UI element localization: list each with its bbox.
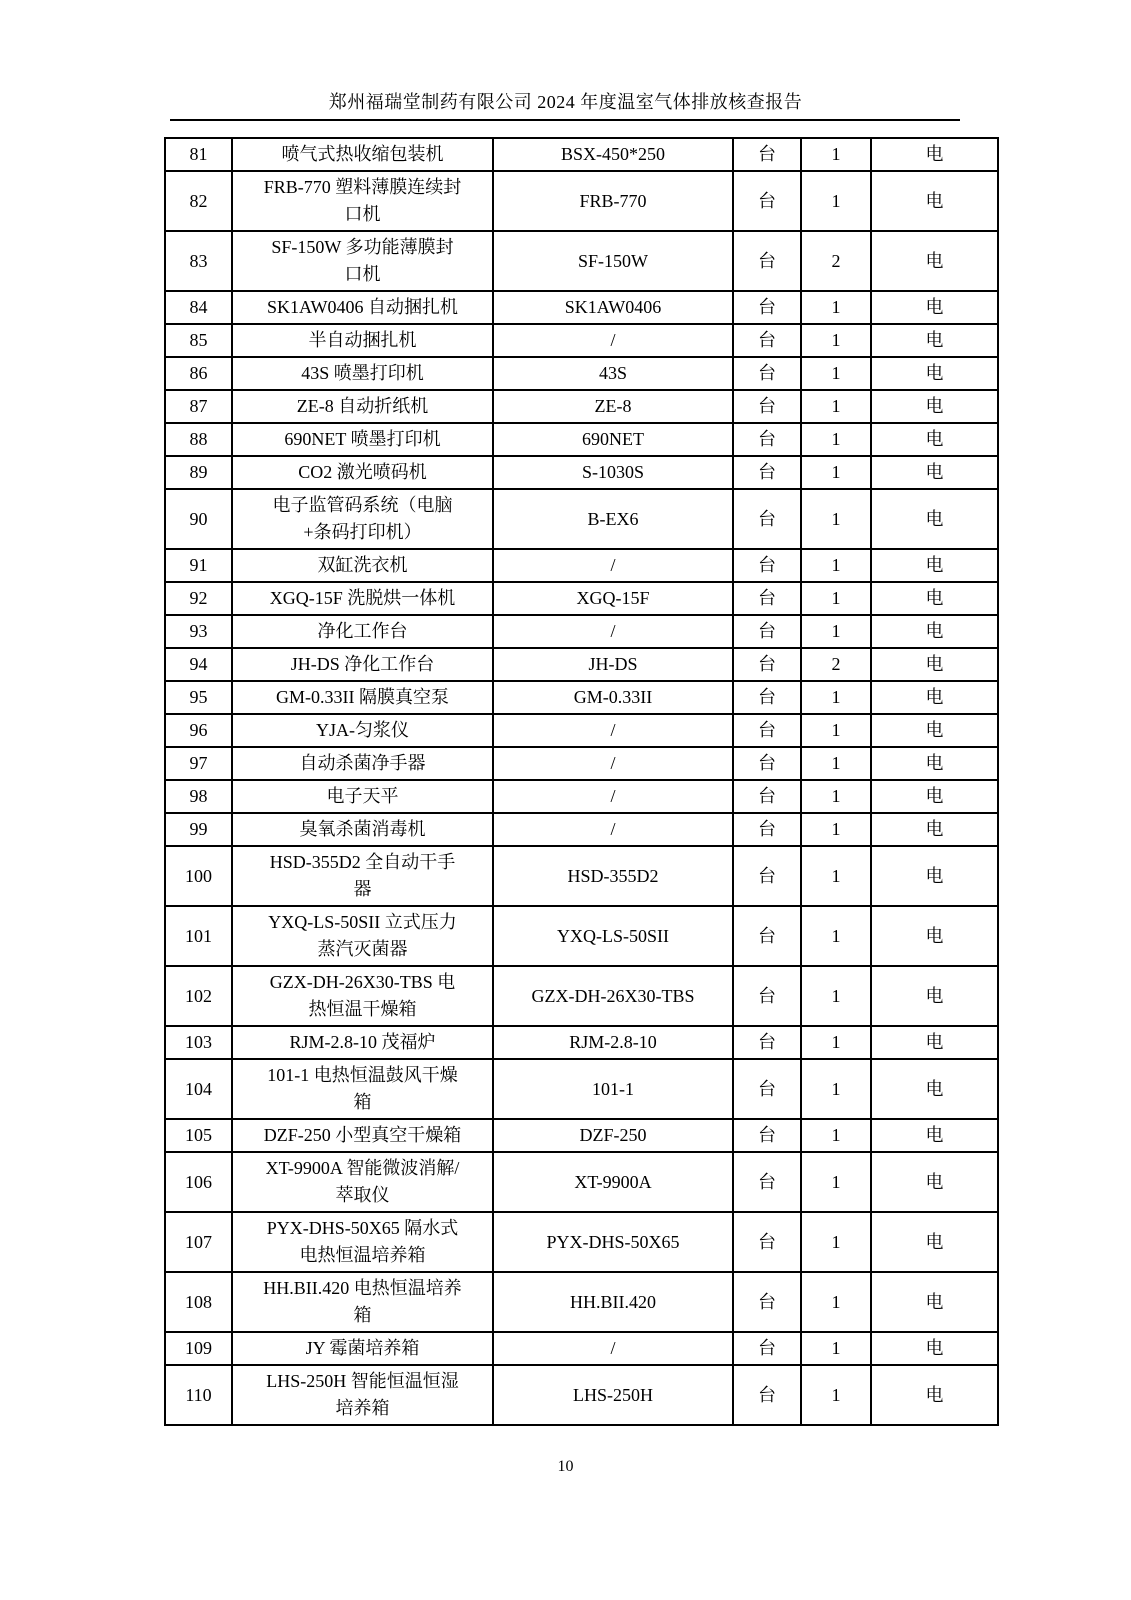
table-row: [165, 714, 998, 747]
cell-unit: 台: [733, 813, 801, 846]
cell-row-number: 96: [165, 714, 232, 747]
table-row: [165, 681, 998, 714]
cell-quantity: 1: [801, 357, 871, 390]
cell-device-name: 净化工作台: [232, 615, 493, 648]
cell-device-name: SK1AW0406 自动捆扎机: [232, 291, 493, 324]
equipment-table: [164, 137, 999, 1426]
cell-row-number: 84: [165, 291, 232, 324]
table-row: [165, 456, 998, 489]
table-row: [165, 846, 998, 906]
cell-unit: 台: [733, 291, 801, 324]
table-row: [165, 138, 998, 171]
table-row: [165, 747, 998, 780]
cell-device-name: 101-1 电热恒温鼓风干燥箱: [232, 1059, 493, 1119]
table-row: [165, 291, 998, 324]
cell-row-number: 90: [165, 489, 232, 549]
cell-energy-type: 电: [871, 231, 998, 291]
cell-model: DZF-250: [493, 1119, 733, 1152]
cell-unit: 台: [733, 549, 801, 582]
cell-unit: 台: [733, 456, 801, 489]
cell-model: /: [493, 1332, 733, 1365]
cell-unit: 台: [733, 171, 801, 231]
table-row: [165, 1059, 998, 1119]
cell-unit: 台: [733, 138, 801, 171]
cell-unit: 台: [733, 1365, 801, 1425]
cell-row-number: 81: [165, 138, 232, 171]
table-row: [165, 549, 998, 582]
cell-row-number: 107: [165, 1212, 232, 1272]
cell-row-number: 82: [165, 171, 232, 231]
cell-unit: 台: [733, 1212, 801, 1272]
cell-energy-type: 电: [871, 1272, 998, 1332]
cell-unit: 台: [733, 648, 801, 681]
table-row: [165, 1119, 998, 1152]
cell-unit: 台: [733, 1119, 801, 1152]
cell-unit: 台: [733, 615, 801, 648]
cell-device-name: 半自动捆扎机: [232, 324, 493, 357]
cell-quantity: 1: [801, 1152, 871, 1212]
cell-device-name: 双缸洗衣机: [232, 549, 493, 582]
cell-row-number: 85: [165, 324, 232, 357]
cell-row-number: 91: [165, 549, 232, 582]
cell-row-number: 87: [165, 390, 232, 423]
cell-energy-type: 电: [871, 681, 998, 714]
cell-quantity: 2: [801, 231, 871, 291]
cell-quantity: 1: [801, 681, 871, 714]
cell-quantity: 1: [801, 489, 871, 549]
cell-device-name: YJA-匀浆仪: [232, 714, 493, 747]
cell-energy-type: 电: [871, 582, 998, 615]
page-number: 10: [557, 1458, 574, 1475]
cell-energy-type: 电: [871, 489, 998, 549]
cell-quantity: 1: [801, 390, 871, 423]
cell-device-name: XGQ-15F 洗脱烘一体机: [232, 582, 493, 615]
cell-model: SK1AW0406: [493, 291, 733, 324]
cell-model: BSX-450*250: [493, 138, 733, 171]
cell-model: /: [493, 324, 733, 357]
cell-model: /: [493, 780, 733, 813]
cell-device-name: 电子监管码系统（电脑+条码打印机）: [232, 489, 493, 549]
cell-model: SF-150W: [493, 231, 733, 291]
cell-row-number: 95: [165, 681, 232, 714]
cell-row-number: 83: [165, 231, 232, 291]
cell-quantity: 1: [801, 747, 871, 780]
cell-energy-type: 电: [871, 615, 998, 648]
cell-row-number: 108: [165, 1272, 232, 1332]
table-row: [165, 1272, 998, 1332]
cell-energy-type: 电: [871, 324, 998, 357]
cell-device-name: 喷气式热收缩包装机: [232, 138, 493, 171]
cell-device-name: 自动杀菌净手器: [232, 747, 493, 780]
table-row: [165, 1212, 998, 1272]
table-row: [165, 966, 998, 1026]
cell-energy-type: 电: [871, 456, 998, 489]
cell-quantity: 1: [801, 1365, 871, 1425]
cell-energy-type: 电: [871, 906, 998, 966]
cell-quantity: 1: [801, 1026, 871, 1059]
cell-unit: 台: [733, 747, 801, 780]
cell-model: 101-1: [493, 1059, 733, 1119]
cell-unit: 台: [733, 846, 801, 906]
cell-quantity: 1: [801, 1059, 871, 1119]
cell-unit: 台: [733, 906, 801, 966]
cell-quantity: 1: [801, 138, 871, 171]
cell-row-number: 88: [165, 423, 232, 456]
cell-row-number: 110: [165, 1365, 232, 1425]
cell-quantity: 1: [801, 456, 871, 489]
table-row: [165, 357, 998, 390]
cell-energy-type: 电: [871, 423, 998, 456]
table-row: [165, 489, 998, 549]
cell-energy-type: 电: [871, 966, 998, 1026]
cell-model: PYX-DHS-50X65: [493, 1212, 733, 1272]
cell-model: /: [493, 549, 733, 582]
cell-energy-type: 电: [871, 813, 998, 846]
cell-energy-type: 电: [871, 648, 998, 681]
cell-device-name: JH-DS 净化工作台: [232, 648, 493, 681]
cell-unit: 台: [733, 714, 801, 747]
cell-unit: 台: [733, 324, 801, 357]
cell-row-number: 103: [165, 1026, 232, 1059]
table-row: [165, 231, 998, 291]
cell-energy-type: 电: [871, 357, 998, 390]
cell-quantity: 1: [801, 1119, 871, 1152]
cell-model: 43S: [493, 357, 733, 390]
cell-row-number: 109: [165, 1332, 232, 1365]
cell-model: YXQ-LS-50SII: [493, 906, 733, 966]
cell-model: LHS-250H: [493, 1365, 733, 1425]
cell-energy-type: 电: [871, 1026, 998, 1059]
cell-model: S-1030S: [493, 456, 733, 489]
cell-row-number: 102: [165, 966, 232, 1026]
cell-unit: 台: [733, 1059, 801, 1119]
cell-quantity: 1: [801, 171, 871, 231]
cell-row-number: 101: [165, 906, 232, 966]
header-rule: [170, 119, 960, 121]
cell-energy-type: 电: [871, 1152, 998, 1212]
cell-energy-type: 电: [871, 714, 998, 747]
cell-device-name: GZX-DH-26X30-TBS 电热恒温干燥箱: [232, 966, 493, 1026]
cell-quantity: 1: [801, 549, 871, 582]
cell-energy-type: 电: [871, 1212, 998, 1272]
table-row: [165, 813, 998, 846]
cell-model: /: [493, 813, 733, 846]
cell-model: FRB-770: [493, 171, 733, 231]
cell-row-number: 97: [165, 747, 232, 780]
cell-quantity: 1: [801, 615, 871, 648]
cell-device-name: GM-0.33II 隔膜真空泵: [232, 681, 493, 714]
cell-model: /: [493, 615, 733, 648]
cell-row-number: 92: [165, 582, 232, 615]
cell-device-name: 43S 喷墨打印机: [232, 357, 493, 390]
table-row: [165, 648, 998, 681]
cell-unit: 台: [733, 489, 801, 549]
cell-energy-type: 电: [871, 1059, 998, 1119]
cell-model: GZX-DH-26X30-TBS: [493, 966, 733, 1026]
cell-device-name: FRB-770 塑料薄膜连续封口机: [232, 171, 493, 231]
cell-row-number: 89: [165, 456, 232, 489]
cell-model: XGQ-15F: [493, 582, 733, 615]
cell-unit: 台: [733, 681, 801, 714]
cell-unit: 台: [733, 231, 801, 291]
cell-row-number: 98: [165, 780, 232, 813]
cell-quantity: 1: [801, 846, 871, 906]
cell-model: /: [493, 714, 733, 747]
cell-device-name: HH.BII.420 电热恒温培养箱: [232, 1272, 493, 1332]
cell-unit: 台: [733, 582, 801, 615]
cell-unit: 台: [733, 1152, 801, 1212]
cell-energy-type: 电: [871, 291, 998, 324]
cell-energy-type: 电: [871, 780, 998, 813]
cell-model: JH-DS: [493, 648, 733, 681]
cell-unit: 台: [733, 1026, 801, 1059]
cell-quantity: 1: [801, 582, 871, 615]
table-row: [165, 780, 998, 813]
table-row: [165, 171, 998, 231]
cell-unit: 台: [733, 966, 801, 1026]
cell-quantity: 1: [801, 324, 871, 357]
cell-unit: 台: [733, 780, 801, 813]
cell-quantity: 1: [801, 780, 871, 813]
cell-quantity: 1: [801, 813, 871, 846]
cell-device-name: PYX-DHS-50X65 隔水式电热恒温培养箱: [232, 1212, 493, 1272]
cell-quantity: 1: [801, 714, 871, 747]
cell-unit: 台: [733, 1332, 801, 1365]
cell-device-name: RJM-2.8-10 茂福炉: [232, 1026, 493, 1059]
cell-device-name: CO2 激光喷码机: [232, 456, 493, 489]
cell-device-name: JY 霉菌培养箱: [232, 1332, 493, 1365]
equipment-table-body: [165, 138, 998, 1425]
cell-device-name: DZF-250 小型真空干燥箱: [232, 1119, 493, 1152]
cell-energy-type: 电: [871, 747, 998, 780]
cell-device-name: HSD-355D2 全自动干手器: [232, 846, 493, 906]
cell-unit: 台: [733, 423, 801, 456]
cell-quantity: 1: [801, 906, 871, 966]
table-row: [165, 390, 998, 423]
cell-quantity: 1: [801, 1272, 871, 1332]
cell-model: B-EX6: [493, 489, 733, 549]
cell-model: ZE-8: [493, 390, 733, 423]
cell-unit: 台: [733, 357, 801, 390]
cell-quantity: 1: [801, 291, 871, 324]
table-row: [165, 1026, 998, 1059]
cell-model: 690NET: [493, 423, 733, 456]
cell-device-name: XT-9900A 智能微波消解/萃取仪: [232, 1152, 493, 1212]
cell-device-name: YXQ-LS-50SII 立式压力蒸汽灭菌器: [232, 906, 493, 966]
cell-quantity: 1: [801, 423, 871, 456]
cell-energy-type: 电: [871, 846, 998, 906]
cell-quantity: 2: [801, 648, 871, 681]
table-row: [165, 582, 998, 615]
cell-device-name: ZE-8 自动折纸机: [232, 390, 493, 423]
cell-device-name: LHS-250H 智能恒温恒湿培养箱: [232, 1365, 493, 1425]
cell-row-number: 100: [165, 846, 232, 906]
cell-model: RJM-2.8-10: [493, 1026, 733, 1059]
table-row: [165, 1332, 998, 1365]
cell-energy-type: 电: [871, 1332, 998, 1365]
cell-energy-type: 电: [871, 1119, 998, 1152]
cell-device-name: SF-150W 多功能薄膜封口机: [232, 231, 493, 291]
cell-device-name: 690NET 喷墨打印机: [232, 423, 493, 456]
cell-device-name: 臭氧杀菌消毒机: [232, 813, 493, 846]
table-row: [165, 1152, 998, 1212]
table-row: [165, 423, 998, 456]
cell-row-number: 99: [165, 813, 232, 846]
cell-unit: 台: [733, 1272, 801, 1332]
table-row: [165, 1365, 998, 1425]
table-row: [165, 906, 998, 966]
cell-model: HSD-355D2: [493, 846, 733, 906]
cell-energy-type: 电: [871, 1365, 998, 1425]
table-row: [165, 324, 998, 357]
cell-row-number: 93: [165, 615, 232, 648]
cell-row-number: 94: [165, 648, 232, 681]
cell-row-number: 105: [165, 1119, 232, 1152]
table-row: [165, 615, 998, 648]
cell-energy-type: 电: [871, 171, 998, 231]
cell-unit: 台: [733, 390, 801, 423]
cell-model: /: [493, 747, 733, 780]
cell-quantity: 1: [801, 966, 871, 1026]
cell-model: GM-0.33II: [493, 681, 733, 714]
cell-energy-type: 电: [871, 390, 998, 423]
cell-device-name: 电子天平: [232, 780, 493, 813]
cell-row-number: 86: [165, 357, 232, 390]
document-header-title: 郑州福瑞堂制药有限公司 2024 年度温室气体排放核查报告: [328, 92, 803, 112]
cell-quantity: 1: [801, 1212, 871, 1272]
cell-energy-type: 电: [871, 138, 998, 171]
cell-row-number: 106: [165, 1152, 232, 1212]
cell-quantity: 1: [801, 1332, 871, 1365]
cell-energy-type: 电: [871, 549, 998, 582]
cell-row-number: 104: [165, 1059, 232, 1119]
cell-model: HH.BII.420: [493, 1272, 733, 1332]
cell-model: XT-9900A: [493, 1152, 733, 1212]
